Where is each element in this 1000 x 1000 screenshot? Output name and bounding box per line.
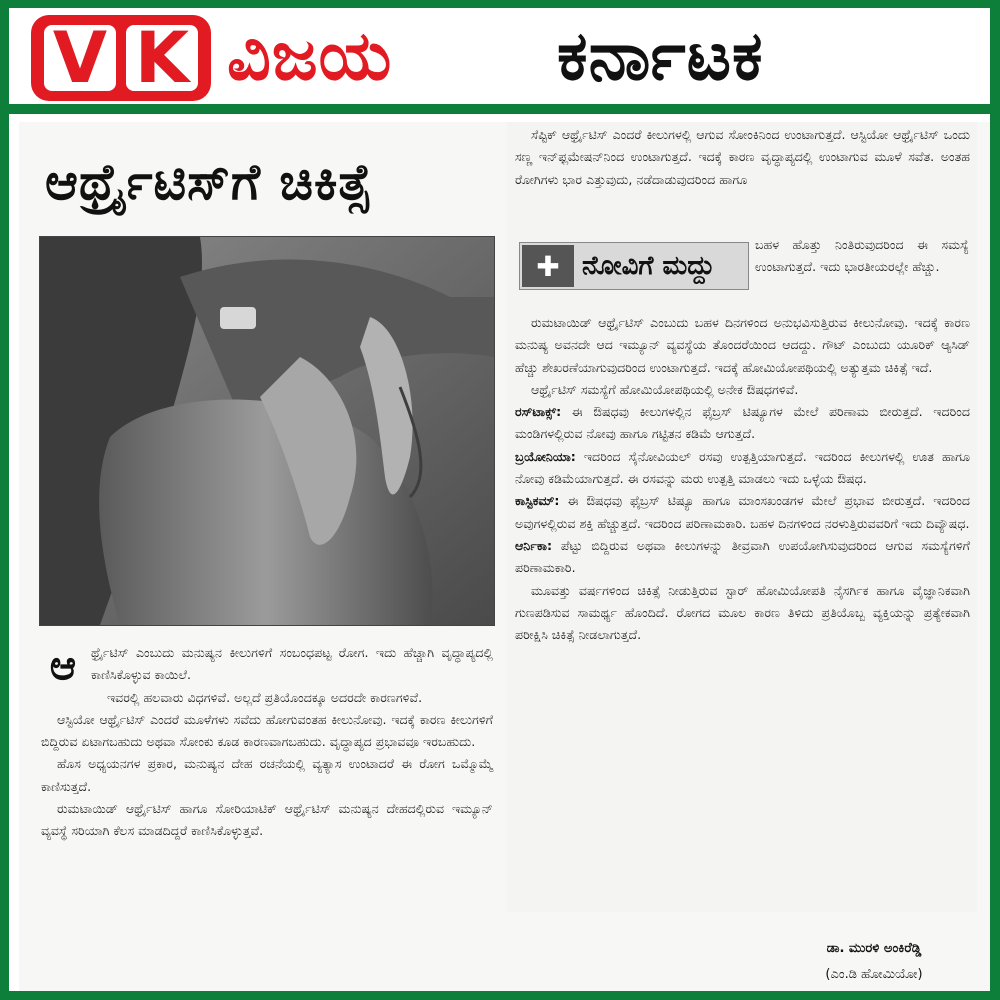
remedy-name: ರಸ್‌ಟಾಕ್ಸ್: bbox=[515, 404, 562, 420]
paragraph: ಆಸ್ಟಿಯೋ ಆರ್ಥ್ರೈಟಿಸ್ ಎಂದರೆ ಮೂಳೆಗಳು ಸವೆದು ಹೋಗುವಂತಹ ಕೀಲುನೋವು. ಇದಕ್ಕೆ ಕಾರಣ ಕೀಲುಗಳಿಗೆ ಬಿದ್ದಿರುವ ಏಟಾಗಬಹುದು ಅಥವಾ ಸೋಂಕು ಕೂಡ ಕಾರಣವಾಗಬಹುದು. ವೃದ್ಧಾಪ್ಯದ ಪ್ರಭಾವವೂ ಇರಬಹುದು. bbox=[41, 711, 493, 750]
subheading-side-text bbox=[755, 234, 969, 279]
masthead-divider bbox=[9, 104, 990, 114]
left-column bbox=[19, 122, 505, 991]
paragraph-body: ಆರ್ಥ್ರೈಟಿಸ್ ಸಮಸ್ಯೆಗೆ ಹೋಮಿಯೋಪಥಿಯಲ್ಲಿ ಅನೇಕ ಔಷಧಗಳಿವೆ. bbox=[531, 381, 799, 397]
article-headline: ಆರ್ಥ್ರೈಟಿಸ್‌ಗೆ ಚಿಕಿತ್ಸೆ bbox=[45, 153, 373, 211]
paragraph: ಸೆಪ್ಟಿಕ್ ಆರ್ಥ್ರೈಟಿಸ್ ಎಂದರೆ ಕೀಲುಗಳಲ್ಲಿ ಆಗುವ ಸೋಂಕಿನಿಂದ ಉಂಟಾಗುತ್ತದೆ. ಆಸ್ಟಿಯೋ ಆರ್ಥ್ರೈಟಿಸ್ ಒಂದು ಸಣ್ಣ ಇನ್‌ಫ್ಲಮೇಷನ್‌ನಿಂದ ಉಂಟಾಗುತ್ತದೆ. ಇದಕ್ಕೆ ಕಾರಣ ವೃದ್ಧಾಪ್ಯದಲ್ಲಿ ಉಂಟಾಗುವ ಮೂಳೆ ಸವೆತ. ಅಂತಹ ರೋಗಿಗಳು ಭಾರ ಎತ್ತುವುದು, ನಡೆದಾಡುವುದರಿಂದ ಹಾಗೂ bbox=[515, 127, 970, 187]
subheading-label: ನೋವಿಗೆ ಮದ್ದು bbox=[582, 250, 715, 281]
paragraph-body: ಇದರಿಂದ ಸೈನೋವಿಯಲ್ ರಸವು ಉತ್ಪತ್ತಿಯಾಗುತ್ತದೆ. ಇದರಿಂದ ಕೀಲುಗಳಲ್ಲಿ ಊತ ಹಾಗೂ ನೋವು ಕಡಿಮೆಯಾಗುತ್ತದೆ. ಈ ರಸವನ್ನು ಮರು ಉತ್ಪತ್ತಿ ಮಾಡಲು ಇದು ಒಳ್ಳೆಯ ಔಷಧ. bbox=[515, 448, 970, 487]
paragraph: ರುಮಟಾಯಿಡ್ ಆರ್ಥ್ರೈಟಿಸ್ ಹಾಗೂ ಸೋರಿಯಾಟಿಕ್ ಆರ್ಥ್ರೈಟಿಸ್ ಮನುಷ್ಯನ ದೇಹದಲ್ಲಿರುವ ಇಮ್ಯೂನ್ ವ್ಯವಸ್ಥೆ ಸರಿಯಾಗಿ ಕೆಲಸ ಮಾಡದಿದ್ದರೆ ಕಾಣಿಸಿಕೊಳ್ಳುತ್ತವೆ. bbox=[41, 801, 493, 839]
paragraph bbox=[515, 535, 970, 580]
knee-pain-photo bbox=[39, 236, 495, 626]
remedy-name: ಕಾಸ್ಟಿಕಮ್: bbox=[515, 493, 560, 509]
paragraph bbox=[515, 312, 970, 379]
paragraph bbox=[515, 401, 970, 446]
author-byline bbox=[759, 936, 989, 988]
paragraph-body: ಈ ಔಷಧವು ಕೀಲುಗಳಲ್ಲಿನ ಫೈಬ್ರಸ್ ಟಿಷ್ಯೂಗಳ ಮೇಲೆ ಪರಿಣಾಮ ಬೀರುತ್ತದೆ. ಇದರಿಂದ ಮಂಡಿಗಳಲ್ಲಿರುವ ನೋವು ಹಾಗೂ ಗಟ್ಟಿತನ ಕಡಿಮೆ ಆಗುತ್ತದೆ. bbox=[515, 404, 970, 442]
right-column-top-text bbox=[515, 124, 970, 191]
paragraph-body: ಮೂವತ್ತು ವರ್ಷಗಳಿಂದ ಚಿಕಿತ್ಸೆ ನೀಡುತ್ತಿರುವ ಸ್ಟಾರ್ ಹೋಮಿಯೋಪತಿ ನೈಸರ್ಗಿಕ ಹಾಗೂ ವೈಜ್ಞಾನಿಕವಾಗಿ ಗುಣಪಡಿಸುವ ಸಾಮರ್ಥ್ಯ ಹೊಂದಿದೆ. ರೋಗದ ಮೂಲ ಕಾರಣ ತಿಳಿದು ಪ್ರತಿಯೊಬ್ಬ ವ್ಯಕ್ತಿಯನ್ನು ಪ್ರತ್ಯೇಕವಾಗಿ ಪರೀಕ್ಷಿಸಿ ಚಿಕಿತ್ಸೆ ನೀಡಲಾಗುತ್ತದೆ. bbox=[515, 582, 970, 643]
newspaper-page bbox=[9, 8, 990, 991]
paragraph-body: ಪೆಟ್ಟು ಬಿದ್ದಿರುವ ಅಥವಾ ಕೀಲುಗಳನ್ನು ತೀವ್ರವಾಗಿ ಉಪಯೋಗಿಸುವುದರಿಂದ ಆಗುವ ಸಮಸ್ಯೆಗಳಿಗೆ ಪರಿಣಾಮಕಾರಿ. bbox=[515, 537, 970, 576]
masthead-title-vijaya: ವಿಜಯ bbox=[227, 17, 393, 96]
subheading-box bbox=[519, 242, 749, 290]
logo-letter-v: V bbox=[44, 25, 116, 91]
paragraph: ರ್ಥ್ರೈಟಿಸ್ ಎಂಬುದು ಮನುಷ್ಯನ ಕೀಲುಗಳಿಗೆ ಸಂಬಂಧಪಟ್ಟ ರೋಗ. ಇದು ಹೆಚ್ಚಾಗಿ ವೃದ್ಧಾಪ್ಯದಲ್ಲಿ ಕಾಣಿಸಿಕೊಳ್ಳುವ ಕಾಯಿಲೆ. bbox=[91, 645, 493, 683]
paragraph: ಹೊಸ ಅಧ್ಯಯನಗಳ ಪ್ರಕಾರ, ಮನುಷ್ಯನ ದೇಹ ರಚನೆಯಲ್ಲಿ ವ್ಯತ್ಯಾಸ ಉಂಟಾದರೆ ಈ ರೋಗ ಒಮ್ಮೊಮ್ಮೆ ಕಾಣಿಸುತ್ತದೆ. bbox=[41, 756, 493, 794]
paragraph bbox=[515, 446, 970, 491]
photo-illustration bbox=[40, 237, 494, 625]
remedy-name: ಬ್ರಯೋನಿಯಾ: bbox=[515, 448, 576, 464]
remedy-name: ಆರ್ನಿಕಾ: bbox=[515, 537, 552, 553]
paragraph bbox=[515, 490, 970, 535]
masthead bbox=[9, 8, 990, 106]
left-column-text bbox=[41, 642, 493, 843]
medicine-cross-icon: ✚ bbox=[522, 245, 574, 287]
logo-letter-k: K bbox=[126, 25, 198, 91]
vk-logo bbox=[31, 15, 211, 101]
author-credentials: (ಎಂ.ಡಿ ಹೋಮಿಯೋ) bbox=[825, 967, 923, 982]
right-column bbox=[507, 122, 977, 912]
paragraph: ಇವರಲ್ಲಿ ಹಲವಾರು ವಿಧಗಳಿವೆ. ಅಲ್ಲದೆ ಪ್ರತಿಯೊಂದಕ್ಕೂ ಅದರದೇ ಕಾರಣಗಳಿವೆ. bbox=[107, 689, 423, 705]
masthead-title-karnataka: ಕರ್ನಾಟಕ bbox=[557, 17, 764, 96]
paragraph bbox=[515, 379, 970, 401]
paragraph-body: ರುಮಟಾಯಿಡ್ ಆರ್ಥ್ರೈಟಿಸ್ ಎಂಬುದು ಬಹಳ ದಿನಗಳಿಂದ ಅನುಭವಿಸುತ್ತಿರುವ ಕೀಲುನೋವು. ಇದಕ್ಕೆ ಕಾರಣ ಮನುಷ್ಯ ಅವನದೇ ಆದ ಇಮ್ಯೂನ್ ವ್ಯವಸ್ಥೆಯ ತೊಂದರೆಯಿಂದ ಆದದ್ದು. ಗೌಟ್ ಎಂಬುದು ಯೂರಿಕ್ ಆ್ಯಸಿಡ್ ಹೆಚ್ಚು ಶೇಖರಣೆಯಾಗುವುದರಿಂದ ಉಂಟಾಗುತ್ತದೆ. ಇದಕ್ಕೆ ಹೋಮಿಯೋಪಥಿಯಲ್ಲಿ ಅತ್ಯುತ್ತಮ ಚಿಕಿತ್ಸೆ ಇದೆ. bbox=[515, 315, 970, 375]
right-column-text bbox=[515, 312, 970, 646]
article-clipping bbox=[19, 122, 990, 991]
paragraph: ಬಹಳ ಹೊತ್ತು ನಿಂತಿರುವುದರಿಂದ ಈ ಸಮಸ್ಯೆ ಉಂಟಾಗುತ್ತದೆ. ಇದು ಭಾರತೀಯರಲ್ಲೇ ಹೆಚ್ಚು. bbox=[755, 237, 969, 275]
paragraph-body: ಈ ಔಷಧವು ಫೈಬ್ರಸ್ ಟಿಷ್ಯೂ ಹಾಗೂ ಮಾಂಸಖಂಡಗಳ ಮೇಲೆ ಪ್ರಭಾವ ಬೀರುತ್ತದೆ. ಇದರಿಂದ ಅವುಗಳಲ್ಲಿರುವ ಶಕ್ತಿ ಹೆಚ್ಚುತ್ತದೆ. ಇದರಿಂದ ಪರಿಣಾಮಕಾರಿ. ಬಹಳ ದಿನಗಳಿಂದ ನರಳುತ್ತಿರುವವರಿಗೆ ಇದು ದಿವ್ಯೌಷಧ. bbox=[515, 493, 970, 531]
paragraph bbox=[515, 580, 970, 647]
author-name: ಡಾ. ಮುರಳಿ ಅಂಕಿರೆಡ್ಡಿ bbox=[826, 941, 922, 956]
dropcap: ಆ bbox=[49, 643, 77, 689]
